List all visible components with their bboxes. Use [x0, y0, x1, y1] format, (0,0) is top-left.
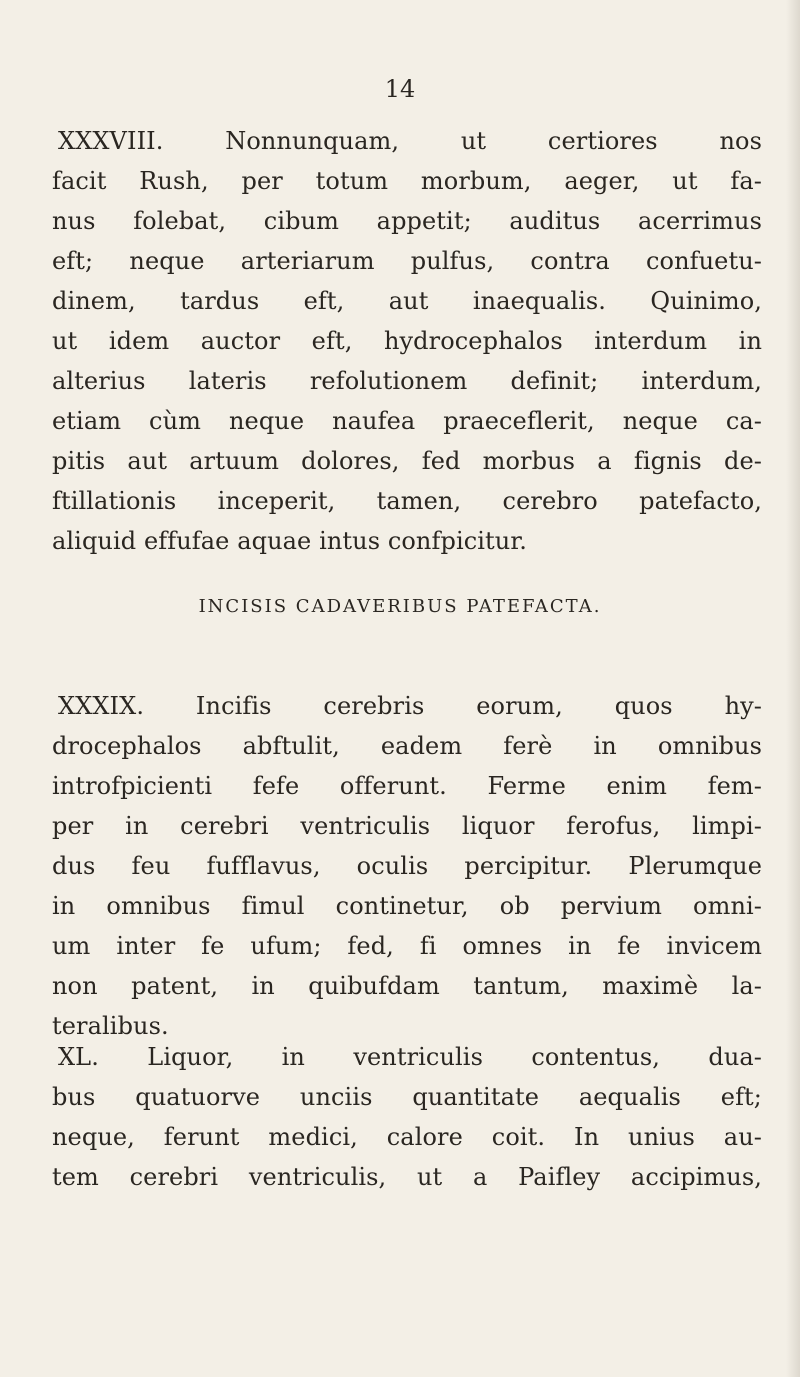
text-line: pitis aut artuum dolores, fed morbus a fignis de-: [52, 447, 762, 475]
text-line: um inter fe ufum; fed, fi omnes in fe invicem: [52, 932, 762, 960]
text-line: eft; neque arteriarum pulfus, contra confuetu-: [52, 247, 762, 275]
text-line: aliquid effufae aquae intus confpicitur.: [52, 527, 527, 555]
paragraph-xl: [52, 1037, 762, 1197]
text-line: ut idem auctor eft, hydrocephalos interdum in: [52, 327, 762, 355]
page-edge-shadow: [786, 0, 800, 1377]
paragraph-xxxviii: [52, 121, 762, 561]
text-line: ftillationis inceperit, tamen, cerebro patefacto,: [52, 487, 762, 515]
text-line: drocephalos abftulit, eadem ferè in omnibus: [52, 732, 762, 760]
text-line: introfpicienti fefe offerunt. Ferme enim fem-: [52, 772, 762, 800]
text-line: bus quatuorve unciis quantitate aequalis eft;: [52, 1083, 762, 1111]
text-line: per in cerebri ventriculis liquor ferofus, limpi-: [52, 812, 762, 840]
text-line: dus feu fufflavus, oculis percipitur. Plerumque: [52, 852, 762, 880]
text-line: etiam cùm neque naufea praeceflerit, neque ca-: [52, 407, 762, 435]
text-line: in omnibus fimul continetur, ob pervium omni-: [52, 892, 762, 920]
text-line: teralibus.: [52, 1012, 169, 1040]
text-line: XXXVIII. Nonnunquam, ut certiores nos: [58, 127, 762, 155]
page-number: 14: [384, 75, 416, 103]
text-line: neque, ferunt medici, calore coit. In unius au-: [52, 1123, 762, 1151]
text-line: XXXIX. Incifis cerebris eorum, quos hy-: [58, 692, 762, 720]
paragraph-xxxix: [52, 686, 762, 1046]
text-line: tem cerebri ventriculis, ut a Paifley accipimus,: [52, 1163, 762, 1191]
text-line: nus folebat, cibum appetit; auditus acerrimus: [52, 207, 762, 235]
text-line: non patent, in quibufdam tantum, maximè la-: [52, 972, 762, 1000]
text-line: dinem, tardus eft, aut inaequalis. Quinimo,: [52, 287, 762, 315]
text-line: alterius lateris refolutionem definit; interdum,: [52, 367, 762, 395]
text-line: XL. Liquor, in ventriculis contentus, dua-: [58, 1043, 762, 1071]
section-heading: INCISIS CADAVERIBUS PATEFACTA.: [198, 596, 602, 617]
text-line: facit Rush, per totum morbum, aeger, ut fa-: [52, 167, 762, 195]
